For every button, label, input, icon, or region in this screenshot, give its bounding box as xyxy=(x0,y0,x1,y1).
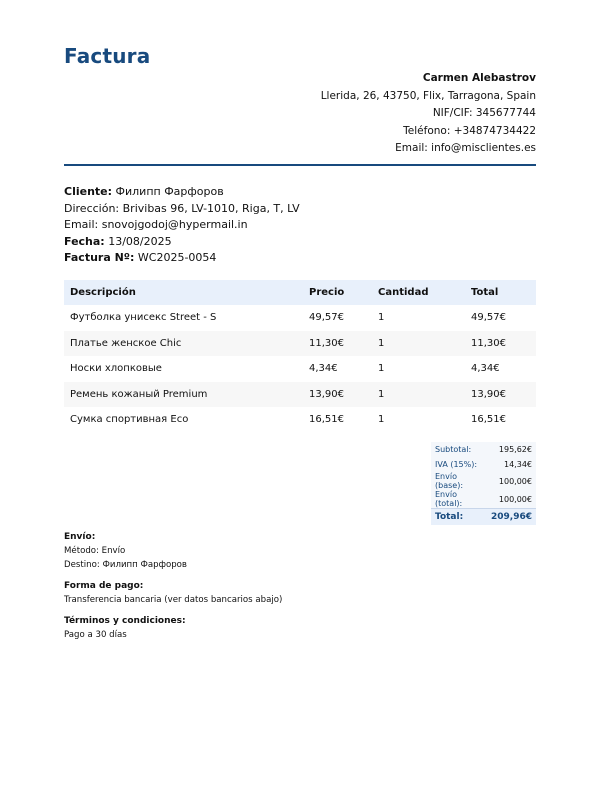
header-description: Descripción xyxy=(64,280,303,305)
company-address: Llerida, 26, 43750, Flix, Tarragona, Spain xyxy=(320,89,536,102)
shipping-base-row xyxy=(431,472,536,490)
iva-label: IVA (15%): xyxy=(431,457,487,472)
invoice-title: Factura xyxy=(64,44,151,68)
payment-heading: Forma de pago: xyxy=(64,581,144,591)
table-row xyxy=(64,407,536,433)
iva-value: 14,34€ xyxy=(487,457,536,472)
payment-text: Transferencia bancaria (ver datos bancarios abajo) xyxy=(64,595,283,605)
subtotal-label: Subtotal: xyxy=(431,442,487,457)
row-total: 16,51€ xyxy=(471,414,506,426)
row-price: 16,51€ xyxy=(309,414,344,426)
company-phone: Teléfono: +34874734422 xyxy=(403,124,536,137)
shipping-destination: Destino: Филипп Фарфоров xyxy=(64,560,188,570)
invoice-date-line xyxy=(64,234,300,251)
client-name: Филипп Фарфоров xyxy=(115,185,224,198)
grand-total-label: Total: xyxy=(431,509,487,526)
invoice-number: WC2025-0054 xyxy=(137,251,217,264)
row-total: 49,57€ xyxy=(471,312,506,324)
shipping-base-label: Envío (base): xyxy=(431,472,487,490)
header-divider xyxy=(64,164,536,166)
company-email: Email: info@misclientes.es xyxy=(395,142,536,154)
totals-table xyxy=(431,442,536,525)
row-quantity: 1 xyxy=(378,363,385,375)
invoice-number-line xyxy=(64,250,300,267)
row-quantity: 1 xyxy=(378,312,385,324)
table-row xyxy=(64,382,536,408)
header-quantity: Cantidad xyxy=(372,280,465,305)
grand-total-value: 209,96€ xyxy=(487,509,536,526)
client-line xyxy=(64,184,300,201)
company-name: Carmen Alebastrov xyxy=(422,72,536,84)
shipping-total-label: Envío (total): xyxy=(431,490,487,509)
row-description: Ремень кожаный Premium xyxy=(64,382,303,408)
terms-text: Pago a 30 días xyxy=(64,630,127,640)
row-price: 4,34€ xyxy=(309,363,338,375)
invoice-date: 13/08/2025 xyxy=(108,234,172,248)
shipping-base-value: 100,00€ xyxy=(487,472,536,490)
row-price: 49,57€ xyxy=(309,312,344,324)
header-total: Total xyxy=(465,280,536,305)
shipping-total-row xyxy=(431,490,536,509)
grand-total-row xyxy=(431,509,536,526)
invoice-date-label: Fecha: xyxy=(64,234,105,248)
shipping-method: Método: Envío xyxy=(64,546,126,556)
subtotal-value: 195,62€ xyxy=(487,442,536,457)
row-price: 11,30€ xyxy=(303,331,372,357)
header-price: Precio xyxy=(303,280,372,305)
table-header-row xyxy=(64,280,536,305)
subtotal-row xyxy=(431,442,536,457)
row-description: Носки хлопковые xyxy=(70,363,162,375)
row-total: 4,34€ xyxy=(471,363,500,375)
row-description: Сумка спортивная Eco xyxy=(70,414,189,426)
shipping-heading: Envío: xyxy=(64,532,96,542)
company-block xyxy=(321,70,536,158)
row-total: 11,30€ xyxy=(465,331,536,357)
row-price: 13,90€ xyxy=(303,382,372,408)
client-address: Dirección: Brivibas 96, LV-1010, Riga, T, LV xyxy=(64,201,300,215)
client-block xyxy=(64,184,300,267)
terms-heading: Términos y condiciones: xyxy=(64,616,186,626)
table-row xyxy=(64,305,536,331)
client-label: Cliente: xyxy=(64,185,113,198)
row-quantity: 1 xyxy=(372,331,465,357)
client-email: Email: snovojgodoj@hypermail.in xyxy=(64,218,248,231)
row-quantity: 1 xyxy=(378,414,385,426)
iva-row xyxy=(431,457,536,472)
table-row xyxy=(64,356,536,382)
row-description: Футболка унисекс Street - S xyxy=(70,312,217,324)
shipping-total-value: 100,00€ xyxy=(487,490,536,509)
items-table xyxy=(64,280,536,433)
invoice-number-label: Factura Nº: xyxy=(64,251,135,264)
row-total: 13,90€ xyxy=(465,382,536,408)
notes-block xyxy=(64,530,282,642)
table-row xyxy=(64,331,536,357)
row-quantity: 1 xyxy=(372,382,465,408)
company-tax-id: NIF/CIF: 345677744 xyxy=(432,107,536,119)
row-description: Платье женское Chic xyxy=(64,331,303,357)
